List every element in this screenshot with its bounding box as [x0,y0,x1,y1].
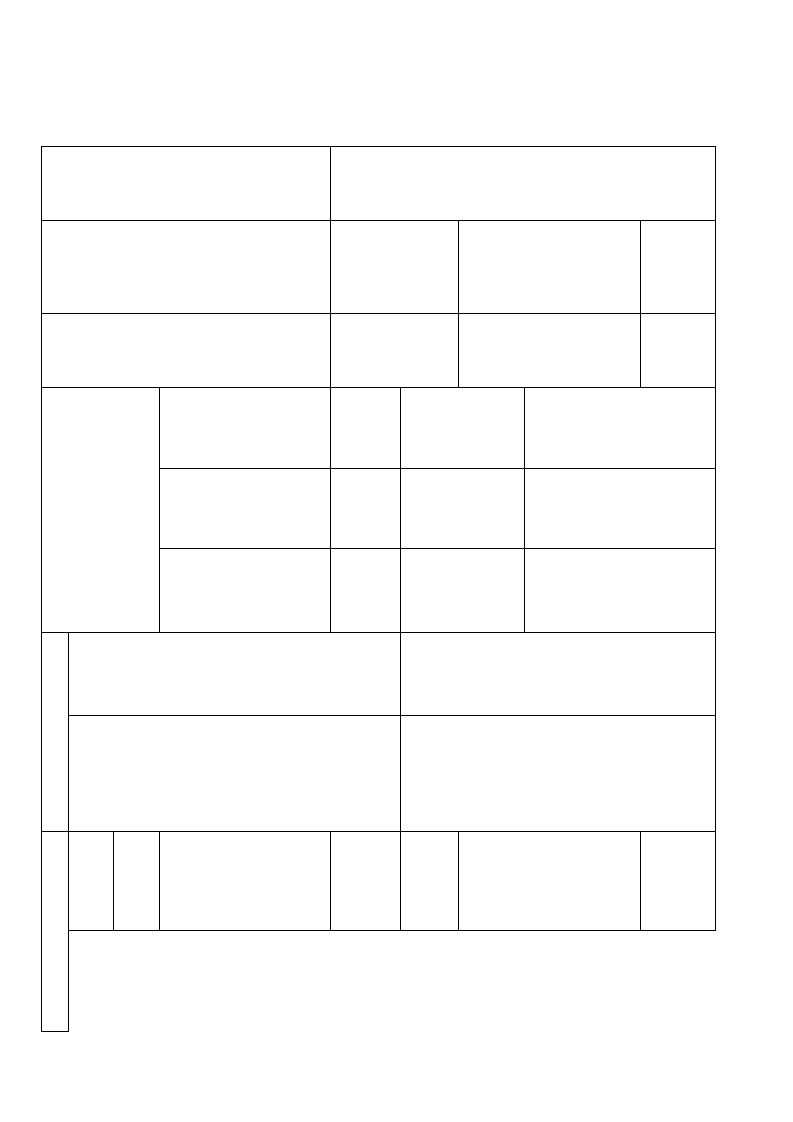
mid-goal-text [69,716,401,832]
year-other-label [401,549,525,632]
dept-label [42,221,331,313]
head-l2-year [401,832,459,930]
mid-fin-value [331,468,401,548]
dept-value [331,221,459,313]
mid-total-label [160,388,331,468]
year-goal-head [401,632,716,715]
mid-fin-label [160,468,331,548]
mid-other-label [160,549,331,632]
mid-total-value [331,388,401,468]
year-total-value [525,388,716,468]
head-l2 [114,832,160,930]
year-other-value [525,549,716,632]
attr-value [331,313,459,387]
year-fin-value [525,468,716,548]
project-name-label [42,147,331,221]
head-l3-year [459,832,641,930]
fund-label [42,388,160,632]
period-label [459,313,641,387]
year-goal-text [401,716,716,832]
project-name-value [331,147,716,221]
mid-goal-head [69,632,401,715]
period-value [641,313,716,387]
year-fin-label [401,468,525,548]
head-val [331,832,401,930]
attr-label [42,313,331,387]
year-line [0,101,793,114]
goals-label [42,632,69,832]
year-total-label [401,388,525,468]
impl-value [641,221,716,313]
impl-label [459,221,641,313]
head-l1 [69,832,114,930]
mid-other-value [331,549,401,632]
perf-label [42,832,69,1032]
head-l3 [160,832,331,930]
head-val-year [641,832,716,930]
performance-table [41,146,716,1032]
